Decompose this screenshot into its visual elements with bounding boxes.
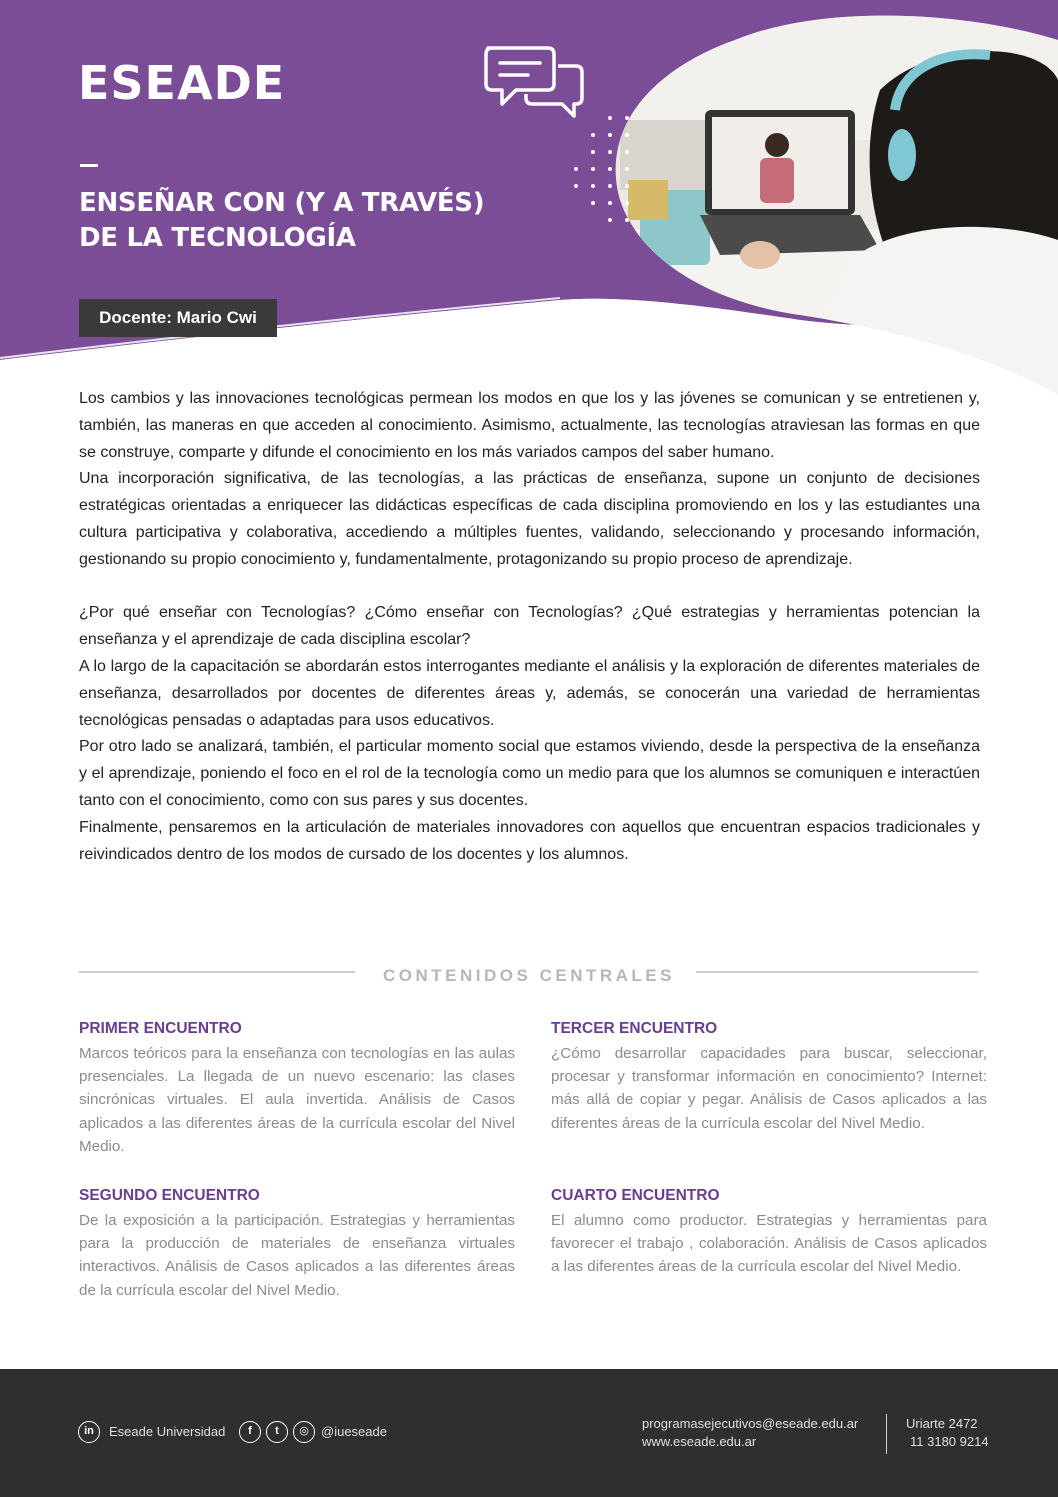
footer	[0, 1369, 1058, 1497]
page-title	[79, 186, 484, 256]
section-divider-left	[79, 971, 355, 973]
encuentro-text: ¿Cómo desarrollar capacidades para buscar, seleccionar, procesar y transformar información en conocimiento? Internet: más allá de copiar y pegar. Análisis de Casos aplicados a las diferentes áreas de la currícula escolar del Nivel Medio.	[551, 1045, 987, 1132]
intro-paragraph: Los cambios y las innovaciones tecnológicas permean los modos en que los y las jóvenes se comunican y se entretienen y, también, las maneras en que acceden al conocimiento. Asimismo, actualmente, las tecnologías atraviesan las formas en que se construye, comparte y difunde el conocimiento en los más variados campos del saber humano.	[79, 390, 980, 461]
address: Uriarte 2472	[906, 1416, 978, 1431]
encuentro-1	[79, 1020, 515, 1158]
twitter-icon[interactable]: t	[266, 1421, 288, 1443]
title-dash	[80, 164, 98, 167]
encuentro-title: SEGUNDO ENCUENTRO	[79, 1187, 260, 1204]
footer-separator	[886, 1414, 887, 1454]
encuentro-text: Marcos teóricos para la enseñanza con tecnologías en las aulas presenciales. La llegada de un nuevo escenario: las clases sincrónicas virtuales. El aula invertida. Análisis de Casos aplicados a las diferentes áreas de la currícula escolar del Nivel Medio.	[79, 1045, 515, 1155]
linkedin-icon[interactable]: in	[78, 1421, 100, 1443]
title-line-1: ENSEÑAR CON (Y A TRAVÉS)	[79, 188, 485, 218]
intro-paragraph: Finalmente, pensaremos en la articulación de materiales innovadores con aquellos que encuentran espacios tradicionales y reivindicados dentro de los modos de cursado de los docentes y los alumnos.	[79, 818, 980, 863]
intro-paragraph: Por otro lado se analizará, también, el particular momento social que estamos viviendo, desde la perspectiva de la enseñanza y el aprendizaje, poniendo el foco en el rol de la tecnología como un medio para que los alumnos se comuniquen e interactúen tanto con el conocimiento, como con sus pares y sus docentes.	[79, 738, 980, 809]
encuentro-text: De la exposición a la participación. Estrategias y herramientas para la producción de materiales de enseñanza virtuales interactivos. Análisis de Casos aplicados a las diferentes áreas de la currícula escolar del Nivel Medio.	[79, 1212, 515, 1299]
website-link[interactable]: www.eseade.edu.ar	[642, 1434, 757, 1449]
intro-paragraph: ¿Por qué enseñar con Tecnologías? ¿Cómo enseñar con Tecnologías? ¿Qué estrategias y herramientas potencian la enseñanza y el aprendizaje de cada disciplina escolar?	[79, 604, 980, 649]
encuentro-title: PRIMER ENCUENTRO	[79, 1020, 242, 1037]
instagram-icon[interactable]: ◎	[293, 1421, 315, 1443]
chat-bubbles-icon	[482, 44, 588, 120]
encuentro-title: CUARTO ENCUENTRO	[551, 1187, 720, 1204]
intro-paragraph: Una incorporación significativa, de las tecnologías, a las prácticas de enseñanza, supone un conjunto de decisiones estratégicas orientadas a enriquecer las didácticas específicas de cada disciplina promoviendo en los y las estudiantes una cultura participativa y colaborativa, accediendo a múltiples fuentes, validando, seleccionando y procesando información, gestionando su propio conocimiento y, fundamentalmente, protagonizando su propio proceso de aprendizaje.	[79, 470, 980, 568]
phone: 11 3180 9214	[910, 1434, 989, 1449]
title-line-2: DE LA TECNOLOGÍA	[79, 223, 356, 253]
intro-text	[79, 386, 980, 868]
encuentro-2	[79, 1187, 515, 1302]
linkedin-link[interactable]: Eseade Universidad	[109, 1424, 226, 1439]
facebook-icon[interactable]: f	[239, 1421, 261, 1443]
intro-paragraph: A lo largo de la capacitación se abordarán estos interrogantes mediante el análisis y la exploración de diferentes materiales de enseñanza, desarrollados por docentes de diferentes áreas y, además, se conocerán una variedad de herramientas tecnológicas pensadas o adaptadas para usos educativos.	[79, 657, 980, 729]
section-divider-right	[696, 971, 978, 973]
email-link[interactable]: programasejecutivos@eseade.edu.ar	[642, 1416, 859, 1431]
encuentro-text: El alumno como productor. Estrategias y herramientas para favorecer el trabajo , colaboración. Análisis de Casos aplicados a las diferentes áreas de la currícula escolar del Nivel Medio.	[551, 1212, 987, 1276]
section-title: CONTENIDOS CENTRALES	[383, 966, 675, 985]
social-handle[interactable]: @iueseade	[321, 1424, 387, 1439]
docente-badge: Docente: Mario Cwi	[79, 299, 277, 337]
eseade-logo: ESEADE	[78, 56, 286, 110]
encuentro-4	[551, 1187, 987, 1279]
encuentro-title: TERCER ENCUENTRO	[551, 1020, 718, 1037]
encuentro-3	[551, 1020, 987, 1135]
